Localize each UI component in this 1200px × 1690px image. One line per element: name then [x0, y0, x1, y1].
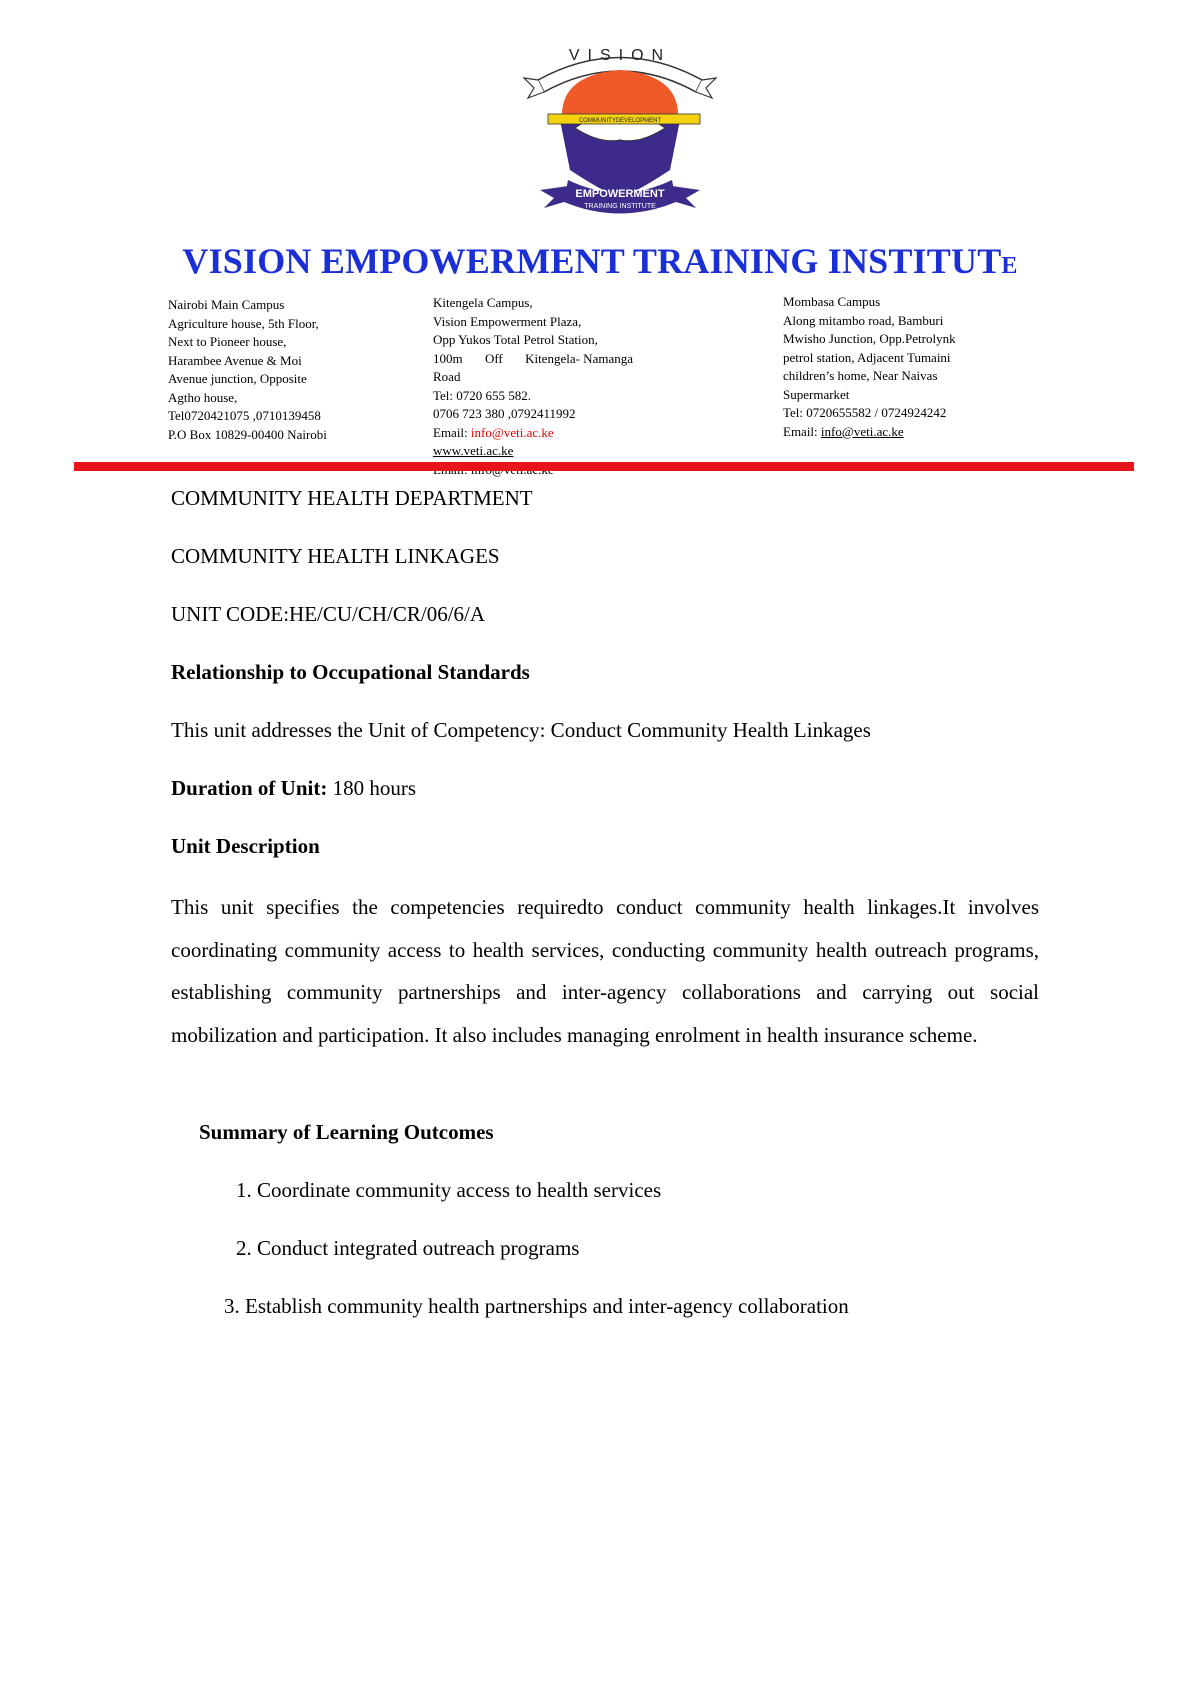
logo-ribbon-line1: EMPOWERMENT — [575, 188, 665, 200]
duration-value: 180 hours — [327, 776, 417, 800]
campus-word: Off — [484, 350, 503, 366]
institute-title-main: VISION EMPOWERMENT TRAINING INSTITUT — [182, 241, 1002, 281]
campus-line: Tel: 0720 655 582. — [433, 387, 532, 403]
campus-word: 100m — [433, 350, 463, 366]
campus-line: P.O Box 10829-00400 Nairobi — [168, 426, 327, 442]
campus-line — [433, 350, 633, 369]
campus-line: Along mitambo road, Bamburi — [783, 312, 944, 328]
logo-banner-text: COMMUNITYDEVELOPMENT — [578, 118, 662, 124]
email-link[interactable]: info@veti.ac.ke — [470, 424, 554, 440]
website-link[interactable]: www.veti.ac.ke — [433, 443, 514, 458]
campus-line: Road — [433, 369, 461, 384]
relationship-text: This unit addresses the Unit of Competency: Conduct Community Health Linkages — [171, 718, 871, 742]
institute-logo — [520, 40, 720, 220]
campus-line: Nairobi Main Campus — [168, 297, 285, 312]
unit-code-value: :HE/CU/CH/CR/06/6/A — [283, 602, 486, 626]
unit-code — [171, 600, 485, 628]
unit-code-label: UNIT CODE — [171, 602, 284, 626]
campus-line: Avenue junction, Opposite — [168, 371, 307, 386]
duration-label: Duration of Unit: — [171, 776, 328, 800]
outcome-item: 2. Conduct integrated outreach programs — [236, 1236, 580, 1260]
campus-email-line — [783, 423, 1043, 442]
campus-line: Agriculture house, 5th Floor, — [168, 315, 319, 331]
email-label: Email: — [433, 424, 471, 440]
campus-nairobi — [168, 296, 378, 444]
outcome-item: 3. Establish community health partnerships and inter-agency collaboration — [224, 1294, 849, 1318]
campus-line: Agtho house, — [168, 389, 238, 405]
campus-line: Opp Yukos Total Petrol Station, — [433, 332, 598, 347]
campus-line: Tel: 0720655582 / 0724924242 — [783, 405, 947, 420]
email-label: Email: — [783, 423, 821, 439]
duration — [171, 774, 416, 802]
campus-kitengela — [433, 294, 663, 458]
campus-word: Kitengela- Namanga — [525, 350, 633, 366]
campus-line: Mwisho Junction, Opp.Petrolynk — [783, 331, 956, 346]
campus-line: children’s home, Near Naivas — [783, 368, 938, 383]
email-link[interactable]: info@veti.ac.ke — [820, 423, 904, 439]
relationship-heading: Relationship to Occupational Standards — [171, 660, 530, 684]
campus-line: Next to Pioneer house, — [168, 334, 287, 349]
description-paragraph: This unit specifies the competencies requiredto conduct community health linkages.It involves coordinating community access to health services, conducting community health outreach programs, establishing community partnerships and inter-agency collaborations and carrying out social mobilization and participation. It also includes managing enrolment in health insurance scheme. — [171, 895, 1039, 1047]
institute-title — [0, 240, 1200, 282]
campus-line: Mombasa Campus — [783, 294, 881, 309]
header-divider — [74, 462, 1134, 471]
campus-mombasa — [783, 293, 1043, 441]
campus-line: Tel0720421075 ,0710139458 — [168, 408, 321, 423]
campus-line: petrol station, Adjacent Tumaini — [783, 349, 951, 365]
campus-email-line — [433, 424, 663, 443]
campus-line: Harambee Avenue & Moi — [168, 352, 302, 368]
course-heading: COMMUNITY HEALTH LINKAGES — [171, 544, 500, 568]
campus-line: Kitengela Campus, — [433, 295, 533, 310]
campus-line: Vision Empowerment Plaza, — [433, 313, 582, 329]
department-heading: COMMUNITY HEALTH DEPARTMENT — [171, 486, 533, 510]
campus-line: Supermarket — [783, 386, 850, 402]
institute-title-last-letter: E — [1001, 253, 1018, 279]
outcome-item: 1. Coordinate community access to health services — [236, 1178, 662, 1202]
summary-heading: Summary of Learning Outcomes — [199, 1120, 494, 1144]
logo-top-text: VISION — [568, 47, 672, 64]
description-heading: Unit Description — [171, 834, 320, 858]
campus-line: 0706 723 380 ,0792411992 — [433, 406, 576, 421]
logo-ribbon-line2: TRAINING INSTITUTE — [584, 203, 656, 210]
